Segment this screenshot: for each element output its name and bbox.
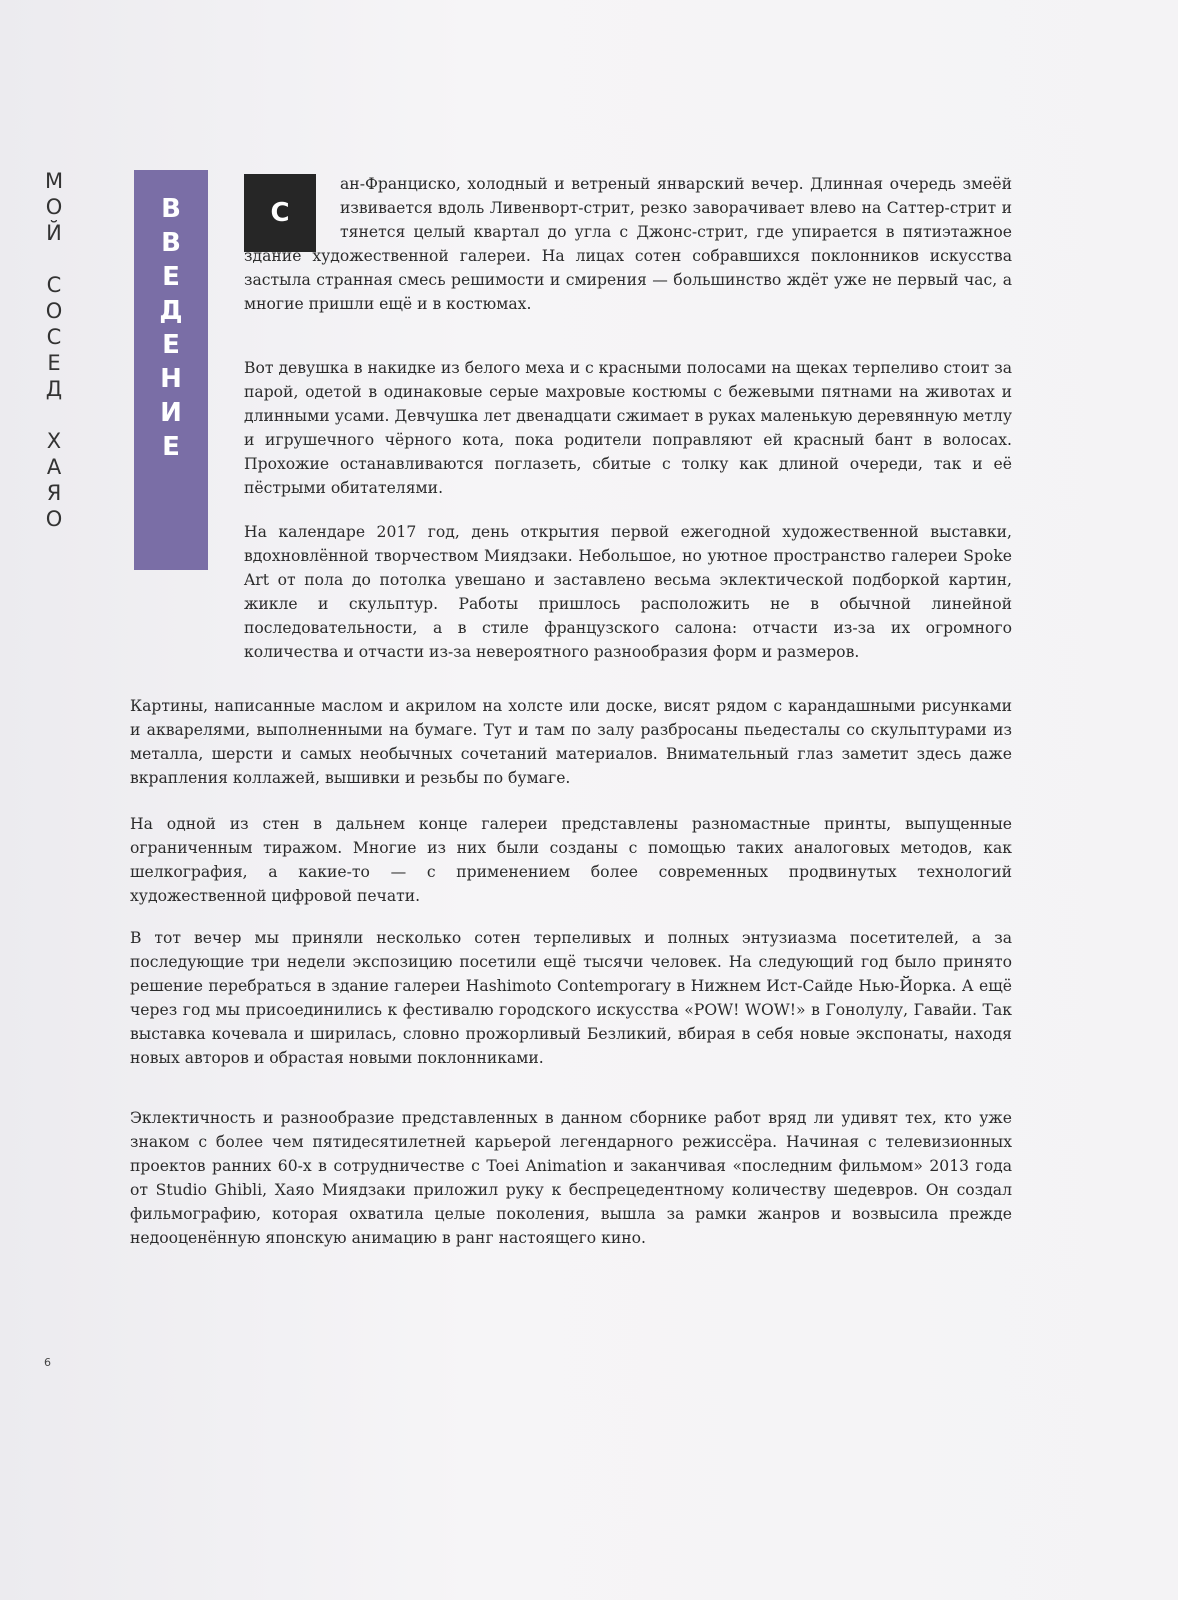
paragraph-5: На одной из стен в дальнем конце галереи представлены разномастные принты, выпущенные ограниченным тиражом. Многие из них были созданы с помощью таких аналоговых методов, как шелкография, а какие-то — с применением более современных продвинутых технологий художественной цифровой печати. (130, 815, 1012, 905)
paragraph-1 (244, 172, 1012, 316)
running-title-word (42, 272, 66, 402)
paragraph-3: На календаре 2017 год, день открытия первой ежегодной художественной выставки, вдохновлённой творчеством Миядзаки. Небольшое, но уютное пространство галереи Spoke Art от пола до потолка увешано и заставлено весьма эклектической подборкой картин, жикле и скульптур. Работы пришлось расположить не в обычной линейной последовательности, а в стиле французского салона: отчасти из-за их огромного количества и отчасти из-за невероятного разнообразия форм и размеров. (244, 523, 1012, 661)
paragraph-4: Картины, написанные маслом и акрилом на холсте или доске, висят рядом с карандашными рисунками и акварелями, выполненными на бумаге. Тут и там по залу разбросаны пьедесталы со скульптурами из металла, шерсти и самых необычных сочетаний материалов. Внимательный глаз заметит здесь даже вкрапления коллажей, вышивки и резьбы по бумаге. (130, 697, 1012, 787)
page-number: 6 (44, 1356, 51, 1369)
running-title-word (42, 168, 66, 246)
letter: Е (162, 262, 180, 292)
section-label-band (134, 170, 208, 570)
letter: С (46, 273, 62, 297)
section-label (134, 192, 208, 464)
letter: Й (46, 221, 62, 245)
running-title-word (42, 428, 66, 532)
paragraph-1-text: ан-Франциско, холодный и ветреный январский вечер. Длинная очередь змеёй извивается вдоль Ливенворт-стрит, резко заворачивает влево на Саттер-стрит и тянется целый квартал до угла с Джонс-стрит, где упирается в пятиэтажное здание художественной галереи. На лицах сотен собравшихся поклонников искусства застыла странная смесь решимости и смирения — большинство ждёт уже не первый час, а многие пришли ещё и в костюмах. (244, 175, 1012, 313)
letter: Е (47, 351, 61, 375)
letter: И (160, 398, 182, 428)
letter: В (161, 228, 181, 258)
letter: О (45, 507, 63, 531)
letter: С (46, 325, 62, 349)
letter: Х (46, 429, 62, 453)
paragraph-6: В тот вечер мы приняли несколько сотен терпеливых и полных энтузиазма посетителей, а за последующие три недели экспозицию посетили ещё тысячи человек. На следующий год было принято решение перебраться в здание галереи Hashimoto Contemporary в Нижнем Ист-Сайде Нью-Йорка. А ещё через год мы присоединились к фестивалю городского искусства «POW! WOW!» в Гонолулу, Гавайи. Так выставка кочевала и ширилась, словно прожорливый Безликий, вбирая в себя новые экспонаты, находя новых авторов и обрастая новыми поклонниками. (130, 929, 1012, 1067)
drop-cap: С (244, 174, 316, 252)
letter: О (45, 299, 63, 323)
letter: Е (162, 330, 180, 360)
letter: А (46, 455, 62, 479)
letter: Н (160, 364, 182, 394)
letter: В (161, 194, 181, 224)
running-title (42, 168, 66, 558)
letter: Д (159, 296, 183, 326)
letter: О (45, 195, 63, 219)
letter: М (44, 169, 64, 193)
letter: Д (45, 377, 63, 401)
paragraph-7: Эклектичность и разнообразие представленных в данном сборнике работ вряд ли удивят тех, кто уже знаком с более чем пятидесятилетней карьерой легендарного режиссёра. Начиная с телевизионных проектов ранних 60-х в сотрудничестве с Toei Animation и заканчивая «последним фильмом» 2013 года от Studio Ghibli, Хаяо Миядзаки приложил руку к беспрецедентному количеству шедевров. Он создал фильмографию, которая охватила целые поколения, вышла за рамки жанров и возвысила прежде недооценённую японскую анимацию в ранг настоящего кино. (130, 1109, 1012, 1247)
letter: Е (162, 432, 180, 462)
letter: Я (46, 481, 62, 505)
paragraph-2: Вот девушка в накидке из белого меха и с красными полосами на щеках терпеливо стоит за парой, одетой в одинаковые серые махровые костюмы с бежевыми пятнами на животах и длинными усами. Девчушка лет двенадцати сжимает в руках маленькую деревянную метлу и игрушечного чёрного кота, пока родители поправляют ей красный бант в волосах. Прохожие останавливаются поглазеть, сбитые с толку как длиной очереди, так и её пёстрыми обитателями. (244, 359, 1012, 497)
